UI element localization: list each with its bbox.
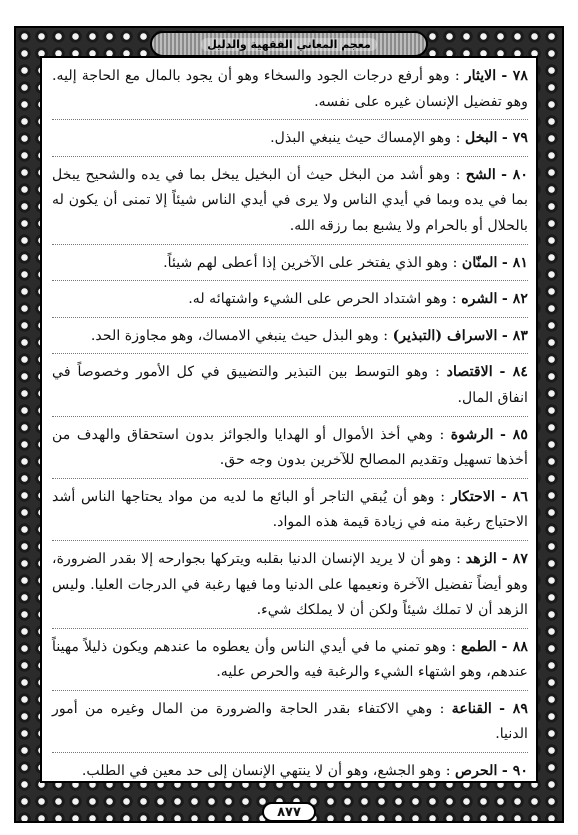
glossary-entry bbox=[52, 635, 528, 691]
entry-number: ٧٨ - bbox=[501, 68, 529, 84]
glossary-entry bbox=[52, 547, 528, 629]
entry-definition: : وهي الاكتفاء بقدر الحاجة والضرورة من المال وغيره من أمور الدنيا. bbox=[52, 700, 528, 743]
entry-number: ٨٩ - bbox=[499, 700, 529, 717]
entry-definition: : وهو اشتداد الحرص على الشيء واشتهائه له. bbox=[188, 291, 457, 308]
entry-definition: : وهو أشد من البخل حيث أن البخيل يبخل بما في يده والشحيح يبخل بما في يده وبما في أيدي الناس ولا يرى في أيدي الناس شيئاً إلا تمنى أن يكون له بالحلال أو بالحرام ولا يشبع بما رزقه الله. bbox=[52, 166, 528, 234]
entry-term: الطمع bbox=[460, 638, 497, 655]
entry-term: الاحتكار bbox=[450, 488, 495, 505]
glossary-entry bbox=[52, 485, 528, 541]
entry-term: المنّان bbox=[461, 254, 498, 271]
entry-definition: : وهو الجشع، وهو أن لا ينتهي الإنسان إلى حد معين في الطلب. bbox=[81, 763, 451, 780]
entry-term: الشره bbox=[461, 291, 498, 308]
entry-term: الاسراف (التبذير) bbox=[392, 327, 498, 344]
glossary-entry bbox=[52, 759, 528, 789]
entry-term: البخل bbox=[464, 130, 498, 147]
entry-number: ٨٥ - bbox=[499, 426, 529, 443]
page-number: ٨٧٧ bbox=[262, 802, 316, 822]
entry-number: ٨٦ - bbox=[500, 488, 529, 505]
entry-term: الزهد bbox=[465, 550, 497, 567]
glossary-entry bbox=[52, 126, 528, 157]
entry-definition: : وهو أن لا يريد الإنسان الدنيا بقلبه ويتركها بجوارحه إلا بقدر الضرورة، وهو أيضاً تفضيل الآخرة ونعيمها على الدنيا وما فيها رغبة في الدرجات العليا. وليس الزهد أن لا تملك شيئاً ولكن أن لا يملكك شيء. bbox=[52, 550, 528, 619]
glossary-entry bbox=[52, 287, 528, 318]
entry-term: الشح bbox=[465, 166, 496, 183]
entry-term: القناعة bbox=[451, 700, 492, 717]
header-title: معجم المعاني الفقهية والدليل bbox=[201, 38, 377, 51]
glossary-entry bbox=[52, 324, 528, 355]
entry-number: ٨٧ - bbox=[501, 550, 529, 567]
entry-number: ٨٤ - bbox=[499, 364, 528, 381]
entry-definition: : وهو أن يُبقي التاجر أو البائع ما لديه من مواد يحتاجها الناس أشد الاحتياج رغبة منه في زيادة قيمة هذه المواد. bbox=[52, 488, 528, 531]
glossary-entry bbox=[52, 64, 528, 120]
running-header bbox=[150, 31, 428, 57]
entry-definition: : وهو الإمساك حيث ينبغي البذل. bbox=[270, 130, 461, 147]
entry-number: ٨٣ - bbox=[501, 327, 528, 344]
glossary-entry bbox=[52, 251, 528, 282]
entry-definition: : وهو تمني ما في أيدي الناس وأن يعطوه ما عندهم ويكون ذليلاً مهيناً عندهم، وهو اشتهاء الشيء والرغبة فيه والحرص عليه. bbox=[52, 638, 528, 681]
entry-term: الاقتصاد bbox=[446, 364, 493, 381]
entry-number: ٨٨ - bbox=[501, 638, 528, 655]
glossary-entry bbox=[52, 697, 528, 753]
entry-definition: : وهو الذي يفتخر على الآخرين إذا أعطى لهم شيئاً. bbox=[163, 254, 458, 271]
glossary-entry bbox=[52, 163, 528, 245]
entry-definition: : وهو التوسط بين التبذير والتضييق في كل الأمور وخصوصاً في انفاق المال. bbox=[52, 364, 528, 406]
glossary-entry bbox=[52, 360, 528, 416]
glossary-entry bbox=[52, 423, 528, 479]
entry-term: الرشوة bbox=[450, 426, 494, 443]
entry-number: ٨٢ - bbox=[501, 291, 528, 308]
entry-number: ٨١ - bbox=[501, 254, 528, 271]
entry-definition: : وهي أخذ الأموال أو الهدايا والجوائز بدون استحقاق والهدف من أخذها تسهيل وتقديم المصالح للآخرين بدون وجه حق. bbox=[52, 426, 528, 469]
entry-definition: : وهو البذل حيث ينبغي الامساك، وهو مجاوزة الحد. bbox=[90, 327, 389, 344]
entry-number: ٧٩ - bbox=[501, 130, 528, 147]
entry-number: ٩٠ - bbox=[501, 763, 528, 780]
entry-term: الايثار bbox=[464, 68, 497, 84]
glossary-content bbox=[52, 64, 528, 795]
entry-number: ٨٠ - bbox=[501, 166, 529, 183]
entry-definition: : وهو أرفع درجات الجود والسخاء وهو أن يجود بالمال مع الحاجة إليه. وهو تفضيل الإنسان غيره على نفسه. bbox=[52, 68, 528, 110]
entry-term: الحرص bbox=[455, 763, 498, 780]
